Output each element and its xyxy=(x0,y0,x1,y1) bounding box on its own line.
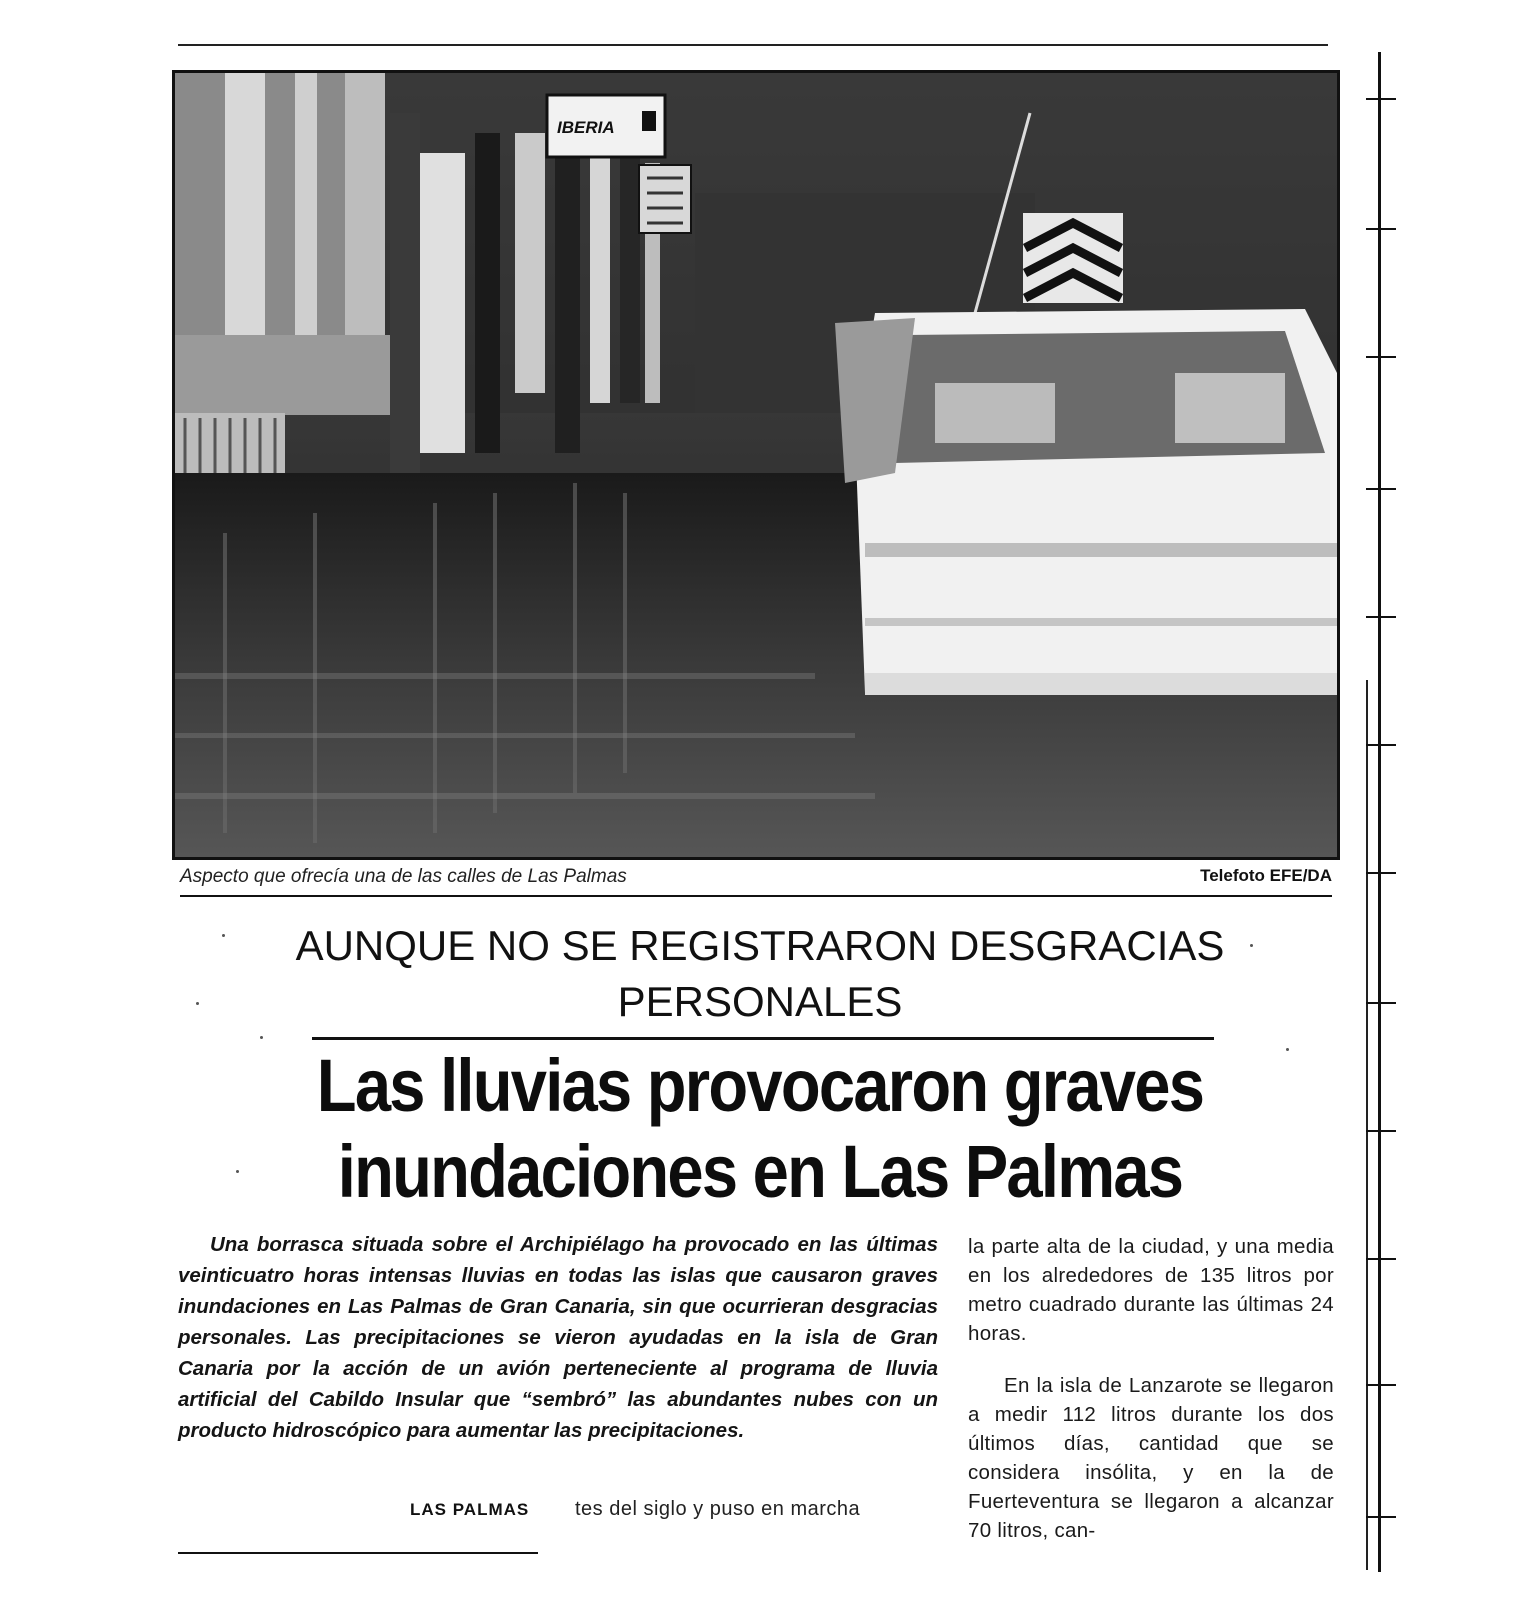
right-column-paragraph-1: la parte alta de la ciudad, y una media en los alrededores de 135 litros por metro cuadrado durante las últimas 24 horas. xyxy=(968,1235,1334,1345)
print-speck xyxy=(1286,1048,1289,1051)
print-speck xyxy=(222,934,225,937)
margin-tick xyxy=(1366,1516,1396,1518)
right-column-paragraph-2: En la isla de Lanzarote se llegaron a medir 112 litros durante los dos últimos días, cantidad que se considera insólita, y en la de Fuerteventura se llegaron a alcanzar 70 litros, can- xyxy=(968,1374,1334,1542)
margin-tick xyxy=(1366,98,1396,100)
print-speck xyxy=(236,1170,239,1173)
margin-tick xyxy=(1366,872,1396,874)
dateline: LAS PALMAS xyxy=(410,1500,530,1519)
margin-tick xyxy=(1366,1130,1396,1132)
column-divider xyxy=(1378,52,1381,1572)
margin-tick xyxy=(1366,1002,1396,1004)
margin-tick xyxy=(1366,356,1396,358)
margin-tick xyxy=(1366,1258,1396,1260)
lead-paragraph: Una borrasca situada sobre el Archipiélago ha provocado en las últimas veinticuatro horas intensas lluvias en todas las islas que causaron graves inundaciones en Las Palmas de Gran Canaria, sin que ocurrieran desgracias personales. Las precipitaciones se vieron ayudadas en la isla de Gran Canaria por la acción de un avión perteneciente al programa de lluvia artificial del Cabildo Insular que “sembró” las abundantes nubes con un producto hidroscópico para aumentar las precipitaciones. xyxy=(178,1233,938,1442)
margin-tick xyxy=(1366,488,1396,490)
kicker-headline: AUNQUE NO SE REGISTRARON DESGRACIAS PERSONALES xyxy=(295,922,1225,1025)
print-speck xyxy=(260,1036,263,1039)
iberia-sign-text: IBERIA xyxy=(557,118,615,137)
column-divider-inner xyxy=(1366,680,1368,1570)
body-text-fragment: tes del siglo y puso en marcha xyxy=(575,1498,861,1520)
photo-credit: Telefoto EFE/DA xyxy=(1200,866,1332,885)
margin-tick xyxy=(1366,228,1396,230)
main-headline: Las lluvias provocaron graves inundaciones en Las Palmas xyxy=(316,1044,1204,1213)
margin-tick xyxy=(1366,1384,1396,1386)
top-rule xyxy=(178,44,1328,46)
right-column-text xyxy=(968,1232,1334,1545)
photo-caption: Aspecto que ofrecía una de las calles de Las Palmas xyxy=(180,866,627,887)
print-speck xyxy=(1250,944,1253,947)
margin-tick xyxy=(1366,616,1396,618)
caption-rule xyxy=(180,895,1332,897)
bottom-rule xyxy=(178,1552,538,1554)
photo-caption-row xyxy=(180,866,1332,894)
news-photo xyxy=(172,70,1340,860)
flooded-street-photo xyxy=(175,73,1337,857)
margin-tick xyxy=(1366,744,1396,746)
kicker-rule xyxy=(312,1037,1214,1040)
print-speck xyxy=(196,1002,199,1005)
